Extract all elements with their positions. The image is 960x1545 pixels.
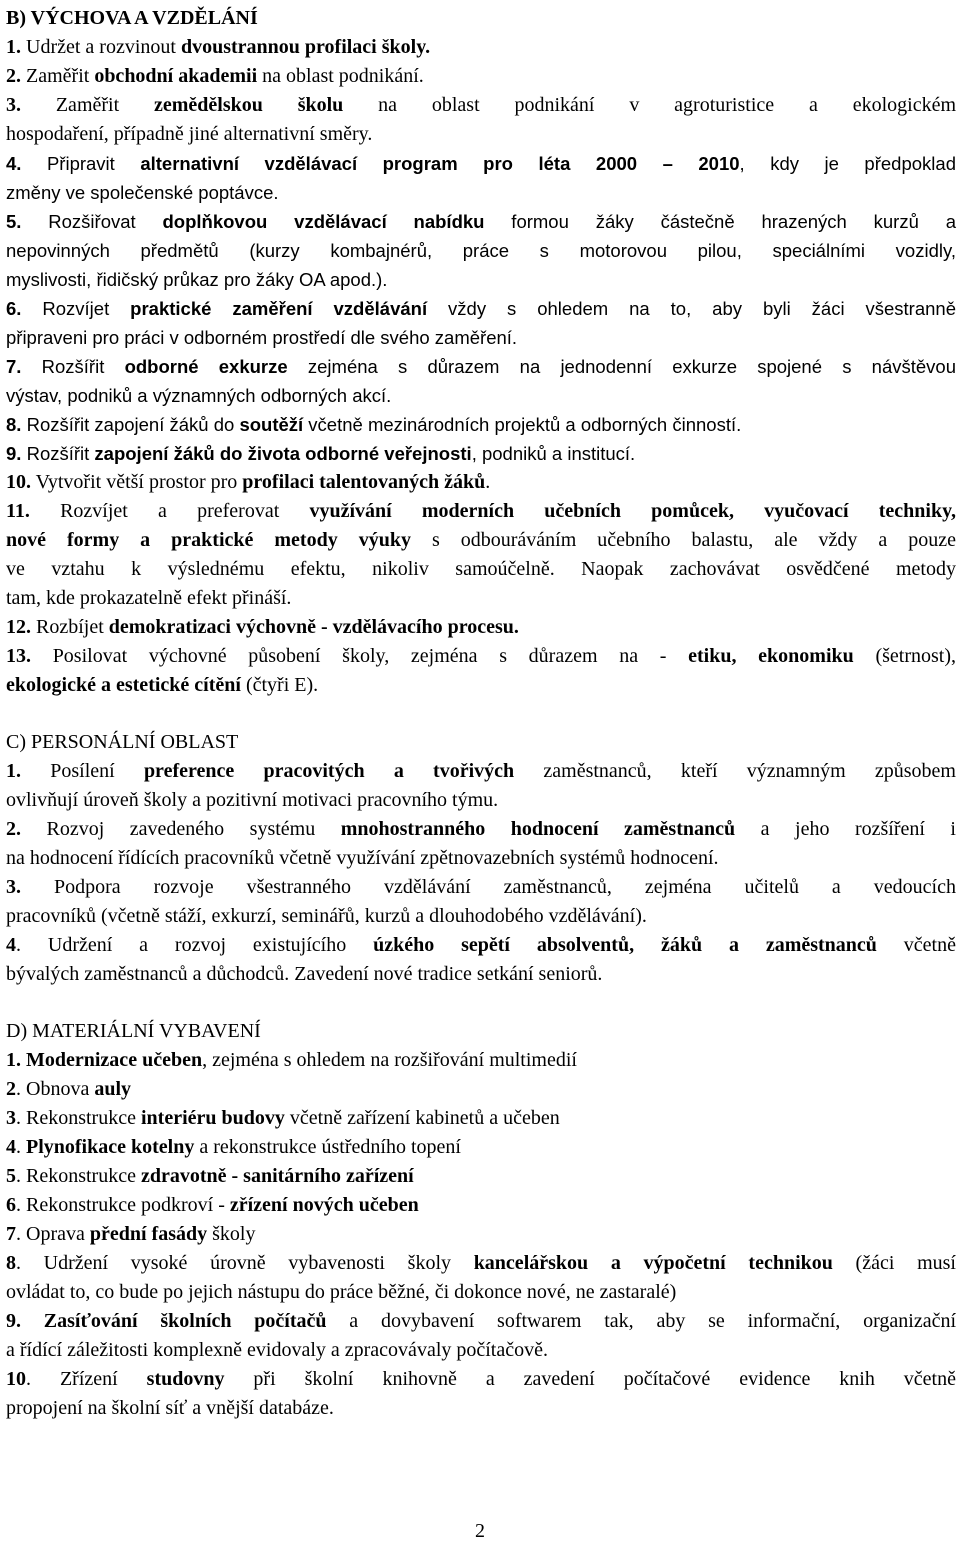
list-item-continuation: ekologické a estetické cítění (čtyři E). [6, 674, 319, 696]
list-item: 1. Udržet a rozvinout dvoustrannou profilaci školy. [6, 36, 431, 58]
list-item-continuation: ve vztahu k výslednému efektu, nikoliv samoúčelně. Naopak zachovávat osvědčené metody [6, 558, 956, 580]
list-item: 2. Zaměřit obchodní akademii na oblast podnikání. [6, 65, 424, 87]
list-item: 1. Posílení preference pracovitých a tvořivých zaměstnanců, kteří významným způsobem [6, 760, 956, 782]
list-item: 9. Rozšířit zapojení žáků do života odborné veřejnosti, podniků a institucí. [6, 443, 636, 464]
list-item-continuation: ovlivňují úroveň školy a pozitivní motivaci pracovního týmu. [6, 789, 499, 811]
list-item: 2. Obnova auly [6, 1078, 132, 1100]
list-item-continuation: myslivosti, řidičský průkaz pro žáky OA apod.). [6, 269, 388, 290]
list-item: 13. Posilovat výchovné působení školy, zejména s důrazem na - etiku, ekonomiku (šetrnost), [6, 645, 956, 667]
list-item-continuation: propojení na školní síť a vnější databáze. [6, 1397, 334, 1419]
list-item-continuation: ovládat to, co bude po jejich nástupu do práce běžné, či dokonce nové, ne zastaralé) [6, 1281, 677, 1303]
list-item: 6. Rekonstrukce podkroví - zřízení nových učeben [6, 1194, 419, 1216]
list-item: 7. Oprava přední fasády školy [6, 1223, 256, 1245]
list-item-continuation: nové formy a praktické metody výuky s odbouráváním učebního balastu, ale vždy a pouze [6, 529, 956, 551]
list-item-continuation: hospodaření, případně jiné alternativní směry. [6, 123, 373, 145]
list-item: 3. Zaměřit zemědělskou školu na oblast podnikání v agroturistice a ekologickém [6, 94, 956, 116]
list-item-continuation: a řídící záležitosti komplexně evidovaly a zpracovávaly počítačově. [6, 1339, 548, 1361]
list-item-continuation: na hodnocení řídících pracovníků včetně využívání zpětnovazebních systémů hodnocení. [6, 847, 719, 869]
list-item: 8. Rozšířit zapojení žáků do soutěží včetně mezinárodních projektů a odborných činností. [6, 414, 742, 435]
document-page [6, 4, 956, 1423]
list-item: 4. Plynofikace kotelny a rekonstrukce ústředního topení [6, 1136, 461, 1158]
section-b-heading: B) VÝCHOVA A VZDĚLÁNÍ [6, 7, 258, 29]
list-item-continuation: výstav, podniků a významných odborných akcí. [6, 385, 392, 406]
list-item: 5. Rekonstrukce zdravotně - sanitárního zařízení [6, 1165, 414, 1187]
list-item: 5. Rozšiřovat doplňkovou vzdělávací nabídku formou žáky částečně hrazených kurzů a [6, 211, 956, 232]
list-item: 10. Zřízení studovny při školní knihovně a zavedení počítačové evidence knih včetně [6, 1368, 956, 1390]
list-item: 12. Rozbíjet demokratizaci výchovně - vzdělávacího procesu. [6, 616, 519, 638]
list-item: 1. Modernizace učeben, zejména s ohledem na rozšiřování multimedií [6, 1049, 577, 1071]
list-item-continuation: pracovníků (včetně stáží, exkurzí, seminářů, kurzů a dlouhodobého vzdělávání). [6, 905, 647, 927]
list-item: 3. Podpora rozvoje všestranného vzdělávání zaměstnanců, zejména učitelů a vedoucích [6, 876, 956, 898]
list-item: 3. Rekonstrukce interiéru budovy včetně zařízení kabinetů a učeben [6, 1107, 560, 1129]
section-d-heading: D) MATERIÁLNÍ VYBAVENÍ [6, 1020, 261, 1042]
list-item-continuation: bývalých zaměstnanců a důchodců. Zavedení nové tradice setkání seniorů. [6, 963, 603, 985]
section-c-heading: C) PERSONÁLNÍ OBLAST [6, 731, 239, 753]
list-item-continuation: připraveni pro práci v odborném prostředí dle svého zaměření. [6, 327, 518, 348]
list-item: 10. Vytvořit větší prostor pro profilaci talentovaných žáků. [6, 471, 491, 493]
list-item: 4. Připravit alternativní vzdělávací program pro léta 2000 – 2010, kdy je předpoklad [6, 153, 956, 174]
list-item: 4. Udržení a rozvoj existujícího úzkého sepětí absolventů, žáků a zaměstnanců včetně [6, 934, 956, 956]
list-item-continuation: nepovinných předmětů (kurzy kombajnérů, práce s motorovou pilou, speciálními vozidly, [6, 240, 956, 261]
list-item: 6. Rozvíjet praktické zaměření vzdělávání vždy s ohledem na to, aby byli žáci všestranně [6, 298, 957, 319]
list-item-continuation: tam, kde prokazatelně efekt přináší. [6, 587, 292, 609]
list-item-continuation: změny ve společenské poptávce. [6, 182, 279, 203]
list-item: 2. Rozvoj zavedeného systému mnohostranného hodnocení zaměstnanců a jeho rozšíření i [6, 818, 956, 840]
list-item: 7. Rozšířit odborné exkurze zejména s důrazem na jednodenní exkurze spojené s návštěvou [6, 356, 956, 377]
page-number: 2 [475, 1520, 485, 1542]
list-item: 11. Rozvíjet a preferovat využívání moderních učebních pomůcek, vyučovací techniky, [6, 500, 956, 522]
list-item: 8. Udržení vysoké úrovně vybavenosti školy kancelářskou a výpočetní technikou (žáci musí [6, 1252, 956, 1274]
list-item: 9. Zasíťování školních počítačů a dovybavení softwarem tak, aby se informační, organizační [6, 1310, 957, 1332]
